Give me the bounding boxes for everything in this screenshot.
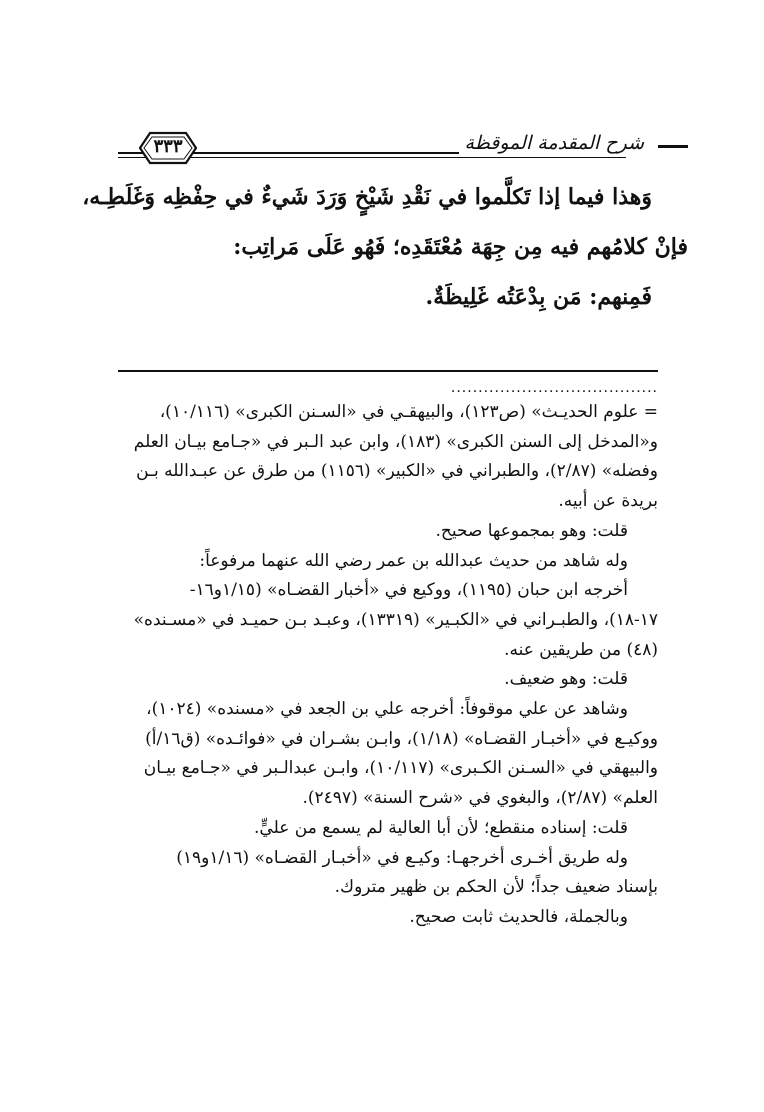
footnote-line: وله شاهد من حديث عبدالله بن عمر رضي الله عنهما مرفوعاً: <box>199 550 628 571</box>
footnote-line: = علوم الحديـث» (ص١٢٣)، والبيهقـي في «السـنن الكبرى» (١٠/١١٦)، <box>159 402 658 422</box>
footnote-line: و«المدخل إلى السنن الكبرى» (١٨٣)، وابن عبد الـبر في «جـامع بيـان العلم <box>133 431 658 452</box>
page-number: ٣٣٣ <box>153 136 183 157</box>
running-title: شرح المقدمة الموقظة <box>459 132 650 154</box>
footnote-line: وله طريق أخـرى أخرجهـا: وكيـع في «أخبـار القضـاه» (١/١٦و١٩) <box>176 847 628 868</box>
main-line: فإنْ كلامُهم فيه مِن جِهَة مُعْتَقَدِه؛ فَهُو عَلَى مَراتِب: <box>233 234 688 260</box>
main-line: وَهذا فيما إذا تَكلَّموا في نَقْدِ شَيْخٍ وَرَدَ شَيءٌ في حِفْظِه وَغَلَطِـه، <box>82 184 652 210</box>
separator-dots: ...................................... <box>450 380 658 396</box>
footnote-line: قلت: إسناده منقطع؛ لأن أبا العالية لم يسمع من عليٍّ. <box>254 817 628 838</box>
main-text <box>82 172 688 322</box>
footnote-line: قلت: وهو بمجموعها صحيح. <box>435 520 628 541</box>
footnote-line: بريدة عن أبيه. <box>558 491 658 512</box>
footnote-line: (٤٨) من طريقين عنه. <box>504 639 658 660</box>
footnote-line: وشاهد عن علي موقوفاً: أخرجه علي بن الجعد في «مسنده» (١٠٢٤)، <box>146 699 628 720</box>
footnote-line: ووكيـع في «أخبـار القضـاه» (١/١٨)، وابـن بشـران في «فوائـده» (ق١٦/أ) <box>145 728 658 749</box>
page-header <box>118 112 688 172</box>
footnote-line: أخرجه ابن حبان (١١٩٥)، ووكيع في «أخبار القضـاه» (١/١٥و١٦- <box>189 580 628 601</box>
page-number-badge <box>136 129 200 167</box>
main-line: فَمِنهم: مَن بِدْعَتُه غَلِيظَةٌ. <box>425 284 652 310</box>
footnote-line: وبالجملة، فالحديث ثابت صحيح. <box>409 906 628 927</box>
footnote-line: والبيهقي في «السـنن الكـبرى» (١٠/١١٧)، وابـن عبدالـبر في «جـامع بيـان <box>143 758 658 779</box>
footnote-line: ١٧-١٨)، والطبـراني في «الكبـير» (١٣٣١٩)، وعبـد بـن حميـد في «مسـنده» <box>133 609 658 630</box>
footnote-separator <box>118 370 658 372</box>
footnote-line: وفضله» (٢/٨٧)، والطبراني في «الكبير» (١١٥٦) من طرق عن عبـدالله بـن <box>136 461 658 482</box>
footnote <box>118 398 658 933</box>
footnote-line: العلم» (٢/٨٧)، والبغوي في «شرح السنة» (٢٤٩٧). <box>302 788 658 809</box>
footnote-line: بإسناد ضعيف جداً؛ لأن الحكم بن ظهير متروك. <box>334 877 658 898</box>
header-dash <box>658 145 688 148</box>
footnote-line: قلت: وهو ضعيف. <box>504 669 628 690</box>
